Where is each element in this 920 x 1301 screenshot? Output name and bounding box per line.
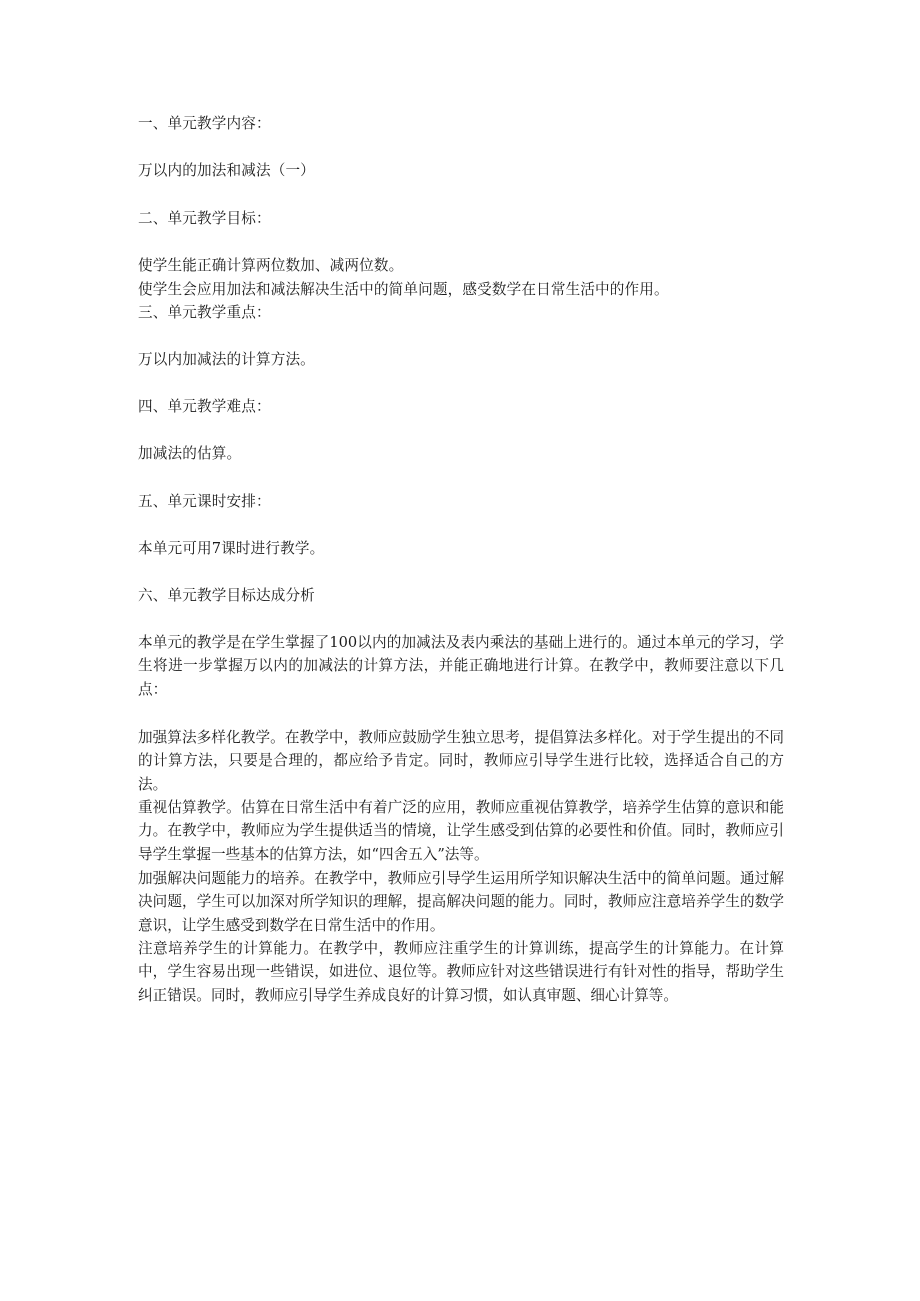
section-6-point-1: 加强算法多样化教学。在教学中，教师应鼓励学生独立思考，提倡算法多样化。对于学生提出的不同的计算方法，只要是合理的，都应给予肯定。同时，教师应引导学生进行比较，选择适合自己的方法。	[138, 729, 784, 793]
section-2-heading: 二、单元教学目标：	[138, 210, 271, 227]
section-4-heading: 四、单元教学难点：	[138, 398, 271, 415]
section-5-content: 本单元可用7课时进行教学。	[138, 540, 325, 557]
section-1-content: 万以内的加法和减法（一）	[138, 162, 315, 179]
section-2-item-2: 使学生会应用加法和减法解决生活中的简单问题，感受数学在日常生活中的作用。	[138, 281, 669, 298]
section-6-intro: 本单元的教学是在学生掌握了100以内的加减法及表内乘法的基础上进行的。通过本单元的学习，学生将进一步掌握万以内的加减法的计算方法，并能正确地进行计算。在教学中，教师要注意以下几点：	[138, 634, 784, 698]
section-5-heading: 五、单元课时安排：	[138, 493, 271, 510]
section-2-item-1: 使学生能正确计算两位数加、减两位数。	[138, 257, 404, 274]
section-6-heading: 六、单元教学目标达成分析	[138, 587, 315, 604]
section-6-point-4: 注意培养学生的计算能力。在教学中，教师应注重学生的计算训练，提高学生的计算能力。在计算中，学生容易出现一些错误，如进位、退位等。教师应针对这些错误进行有针对性的指导，帮助学生纠正错误。同时，教师应引导学生养成良好的计算习惯，如认真审题、细心计算等。	[138, 940, 784, 1004]
section-6-point-3: 加强解决问题能力的培养。在教学中，教师应引导学生运用所学知识解决生活中的简单问题。通过解决问题，学生可以加深对所学知识的理解，提高解决问题的能力。同时，教师应注意培养学生的数学意识，让学生感受到数学在日常生活中的作用。	[138, 870, 784, 934]
section-6-point-2: 重视估算教学。估算在日常生活中有着广泛的应用，教师应重视估算教学，培养学生估算的意识和能力。在教学中，教师应为学生提供适当的情境，让学生感受到估算的必要性和价值。同时，教师应引导学生掌握一些基本的估算方法，如“四舍五入”法等。	[138, 799, 784, 863]
section-3-heading: 三、单元教学重点：	[138, 304, 271, 321]
section-1-heading: 一、单元教学内容：	[138, 115, 271, 132]
section-3-content: 万以内加减法的计算方法。	[138, 351, 315, 368]
section-4-content: 加减法的估算。	[138, 445, 242, 462]
